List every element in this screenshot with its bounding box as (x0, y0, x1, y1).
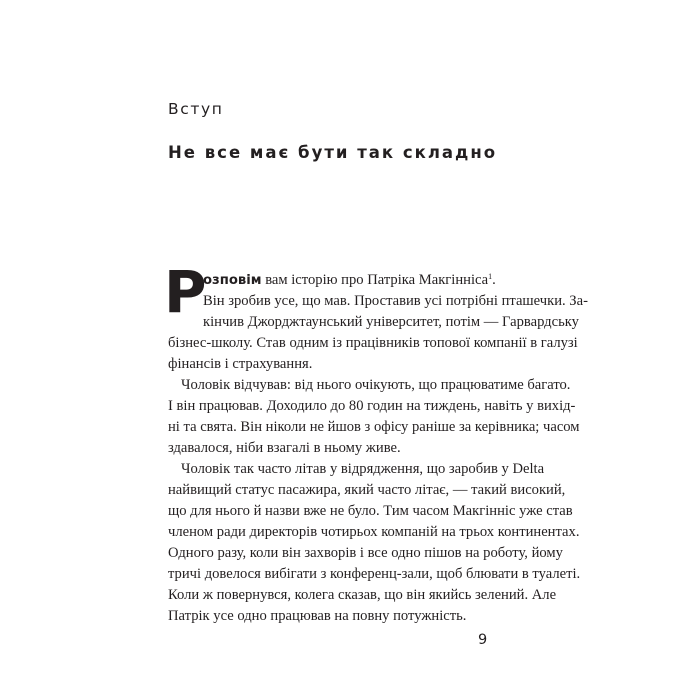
text-line: тричі довелося вибігати з конференц-зали, щоб блювати в туалеті. (168, 566, 581, 582)
first-line (203, 270, 510, 291)
text-line: Він зробив усе, що мав. Проставив усі потрібні пташечки. За- (203, 293, 588, 309)
drop-cap-letter: Р (164, 258, 207, 326)
text-line: ні та свята. Він ніколи не йшов з офісу раніше за керівника; часом (168, 419, 580, 435)
lead-word: озповім (203, 273, 262, 288)
section-label: Вступ (168, 100, 224, 118)
text-line: Одного разу, коли він захворів і все одно пішов на роботу, йому (168, 545, 563, 561)
first-line-end: . (492, 272, 496, 288)
text-line: найвищий статус пасажира, який часто літає, — такий високий, (168, 482, 566, 498)
footnote-marker: 1 (488, 272, 493, 281)
chapter-title: Не все має бути так складно (168, 143, 498, 162)
text-line: Патрік усе одно працював на повну потужність. (168, 608, 467, 624)
text-line: фінансів і страхування. (168, 356, 313, 372)
first-line-text: вам історію про Патріка Макгінніса (261, 272, 489, 288)
text-line: кінчив Джорджтаунський університет, потім — Гарвардську (203, 314, 579, 330)
page-number: 9 (478, 632, 488, 648)
text-line: здавалося, ніби взагалі в ньому живе. (168, 440, 401, 456)
text-line: Чоловік так часто літав у відрядження, що заробив у Delta (181, 461, 545, 477)
text-line: що для нього й назви вже не було. Тим часом Макгінніс уже став (168, 503, 573, 519)
text-line: Коли ж повернувся, колега сказав, що він якийсь зелений. Але (168, 587, 557, 603)
text-line: І він працював. Доходило до 80 годин на тиждень, навіть у вихід- (168, 398, 576, 414)
text-line: бізнес-школу. Став одним із працівників топової компанії в галузі (168, 335, 578, 351)
text-line: Чоловік відчував: від нього очікують, що працюватиме багато. (181, 377, 571, 393)
text-line: членом ради директорів чотирьох компаній на трьох континентах. (168, 524, 580, 540)
